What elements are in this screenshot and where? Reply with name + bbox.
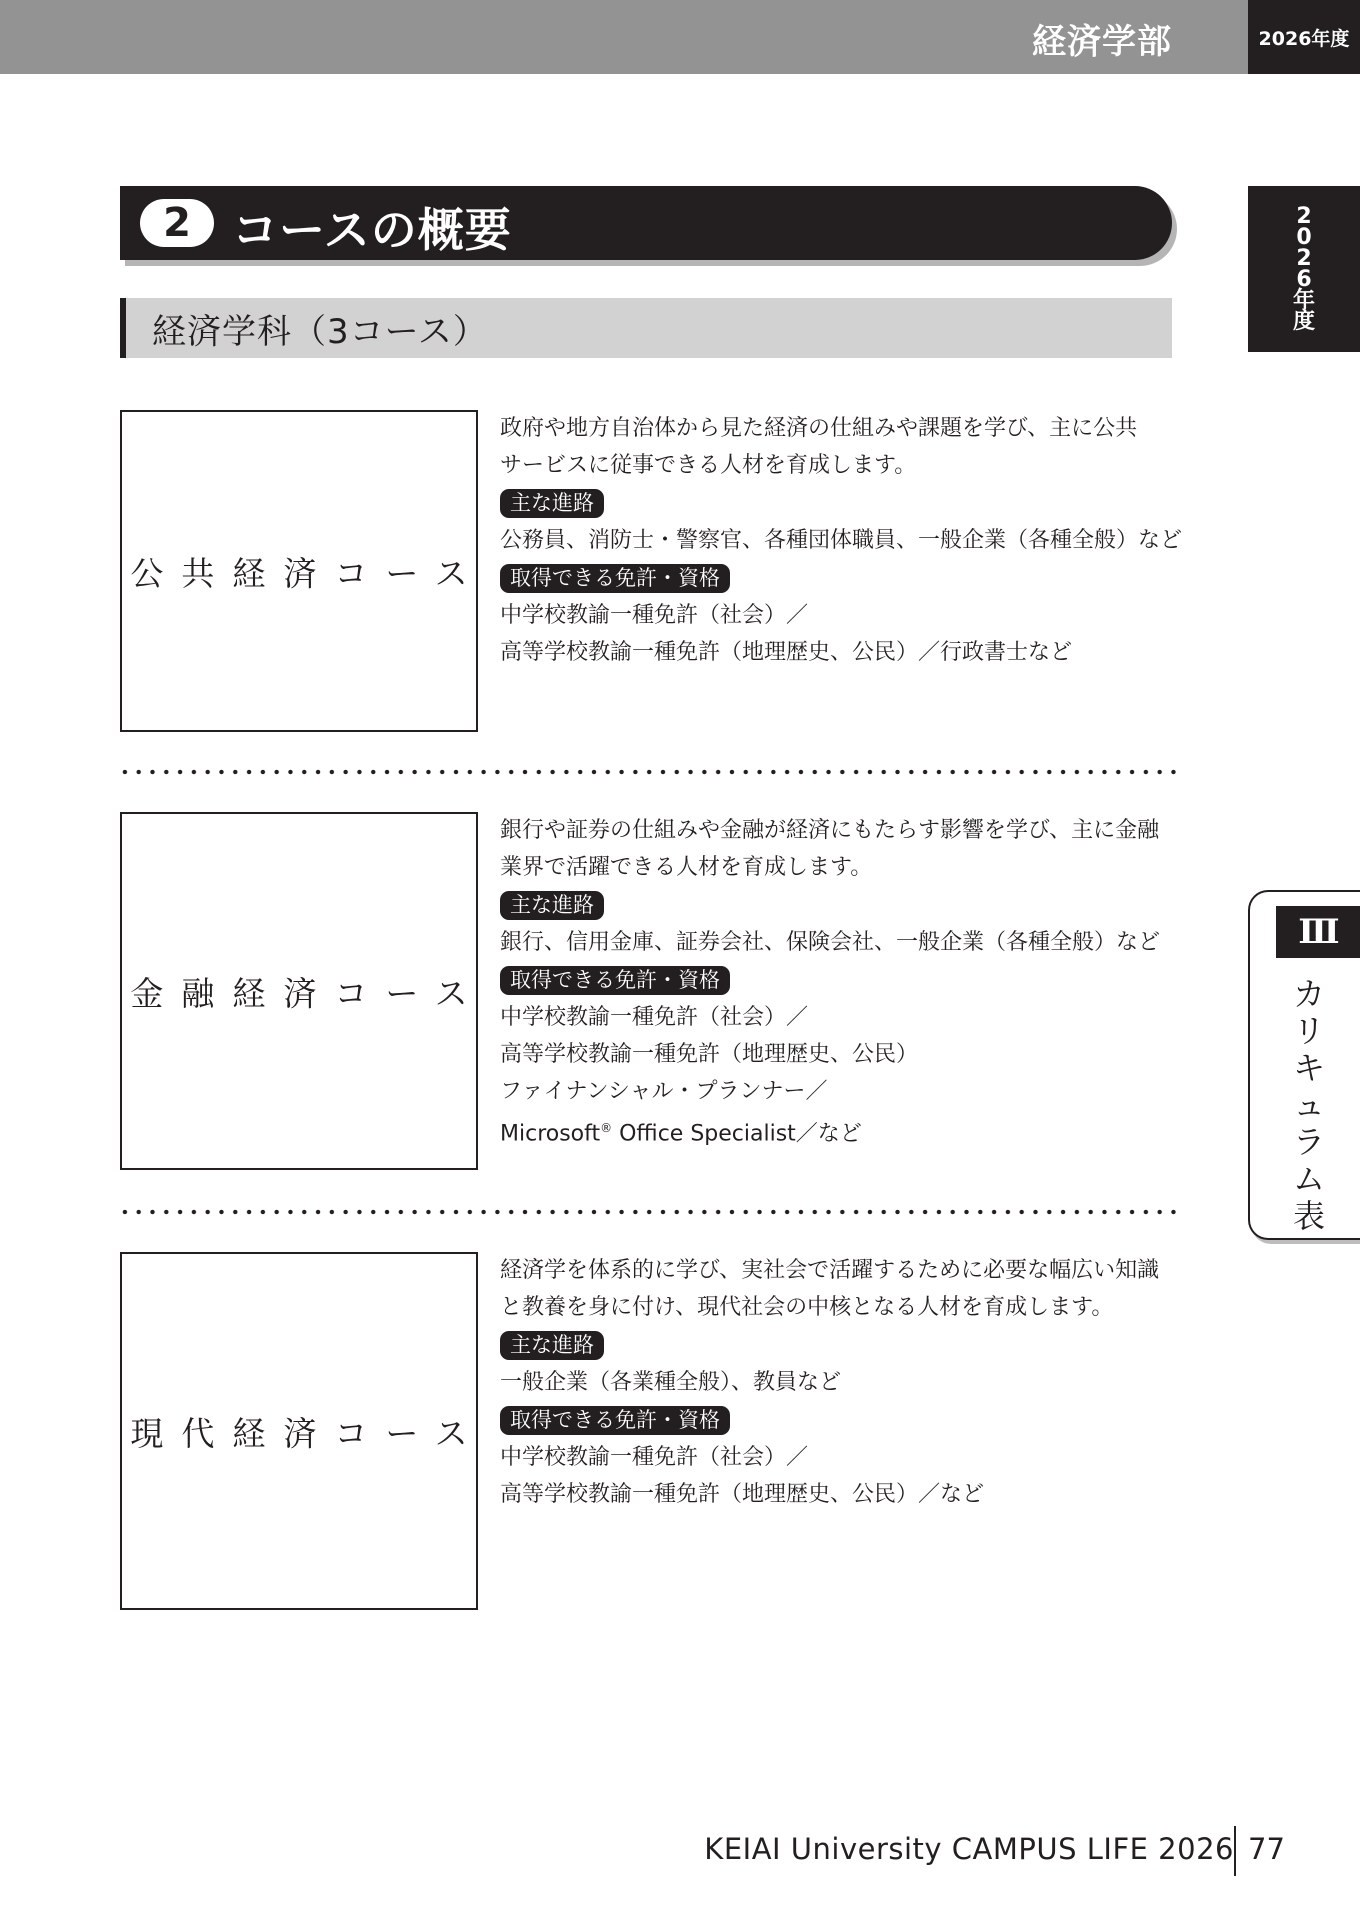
footer-text: KEIAI University CAMPUS LIFE 2026: [704, 1832, 1234, 1866]
license-text: 高等学校教諭一種免許（地理歴史、公民）／行政書士など: [500, 640, 1073, 665]
side-year-char: 2: [1296, 204, 1312, 229]
course-name: 現代経済コース: [130, 1413, 486, 1453]
course-description: 経済学を体系的に学び、実社会で活躍するために必要な幅広い知識: [500, 1258, 1160, 1283]
year-badge: 2026年度: [1248, 0, 1360, 74]
course-description: 業界で活躍できる人材を育成します。: [500, 855, 873, 880]
course-description: 政府や地方自治体から見た経済の仕組みや課題を学び、主に公共: [500, 416, 1138, 441]
subsection-header: [120, 298, 1172, 358]
license-pre: Microsoft: [500, 1121, 601, 1147]
chapter-label-char: 表: [1292, 1197, 1325, 1235]
license-post: Office Specialist／など: [612, 1121, 862, 1147]
chapter-label-char: リ: [1292, 1012, 1325, 1050]
dotted-divider: [118, 1209, 1180, 1215]
license-text: ファイナンシャル・プランナー／: [500, 1079, 828, 1104]
course-name: 公共経済コース: [130, 553, 486, 593]
course-name: 金融経済コース: [130, 973, 486, 1013]
career-text: 銀行、信用金庫、証券会社、保険会社、一般企業（各種全般）など: [500, 930, 1161, 955]
chapter-label-char: ュ: [1292, 1086, 1325, 1124]
chapter-tab[interactable]: [1248, 890, 1360, 1240]
course-description: と教養を身に付け、現代社会の中核となる人材を育成します。: [500, 1295, 1114, 1320]
section-number: 2: [140, 199, 214, 247]
section-title: コースの概要: [232, 203, 512, 257]
career-text: 一般企業（各業種全般）、教員など: [500, 1370, 842, 1395]
side-year-tab: [1248, 186, 1360, 352]
license-label-badge: 取得できる免許・資格: [500, 1406, 730, 1435]
license-label-badge: 取得できる免許・資格: [500, 564, 730, 593]
chapter-label: [1284, 976, 1334, 1235]
section-header: [120, 186, 1172, 260]
chapter-label-char: ラ: [1292, 1123, 1325, 1161]
side-year-char: 年: [1292, 288, 1315, 313]
chapter-label-char: ム: [1292, 1160, 1325, 1198]
license-text: 高等学校教諭一種免許（地理歴史、公民）: [500, 1042, 919, 1067]
career-text: 公務員、消防士・警察官、各種団体職員、一般企業（各種全般）など: [500, 528, 1183, 553]
license-label-badge: 取得できる免許・資格: [500, 966, 730, 995]
license-text: 中学校教諭一種免許（社会）／: [500, 1005, 809, 1030]
course-name-box: [120, 410, 486, 732]
course-name-box: [120, 812, 486, 1170]
registered-mark: ®: [600, 1121, 613, 1135]
course-description: 銀行や証券の仕組みや金融が経済にもたらす影響を学び、主に金融: [500, 818, 1160, 843]
license-text: 高等学校教諭一種免許（地理歴史、公民）／など: [500, 1482, 985, 1507]
course-details: [500, 1252, 1180, 1513]
side-year-char: 2: [1296, 246, 1312, 271]
course-name-box: [120, 1252, 486, 1610]
footer-separator: [1234, 1826, 1236, 1876]
chapter-label-char: キ: [1292, 1049, 1325, 1087]
chapter-label-char: カ: [1292, 975, 1325, 1013]
career-label-badge: 主な進路: [500, 489, 604, 518]
dotted-divider: [118, 769, 1180, 775]
side-year-char: 6: [1296, 267, 1312, 292]
course-description: サービスに従事できる人材を育成します。: [500, 453, 917, 478]
license-text: 中学校教諭一種免許（社会）／: [500, 1445, 809, 1470]
career-label-badge: 主な進路: [500, 1331, 604, 1360]
career-label-badge: 主な進路: [500, 891, 604, 920]
top-bar: [0, 0, 1360, 74]
side-year-char: 0: [1296, 225, 1312, 250]
faculty-title: 経済学部: [1032, 22, 1172, 62]
course-details: [500, 812, 1180, 1152]
page-number: 77: [1248, 1832, 1285, 1866]
license-text: 中学校教諭一種免許（社会）／: [500, 603, 809, 628]
license-text-microsoft: [500, 1110, 1180, 1152]
chapter-number: Ⅲ: [1276, 906, 1360, 958]
course-details: [500, 410, 1183, 671]
subsection-title: 経済学科（3コース）: [152, 312, 488, 352]
side-year-char: 度: [1292, 309, 1315, 334]
